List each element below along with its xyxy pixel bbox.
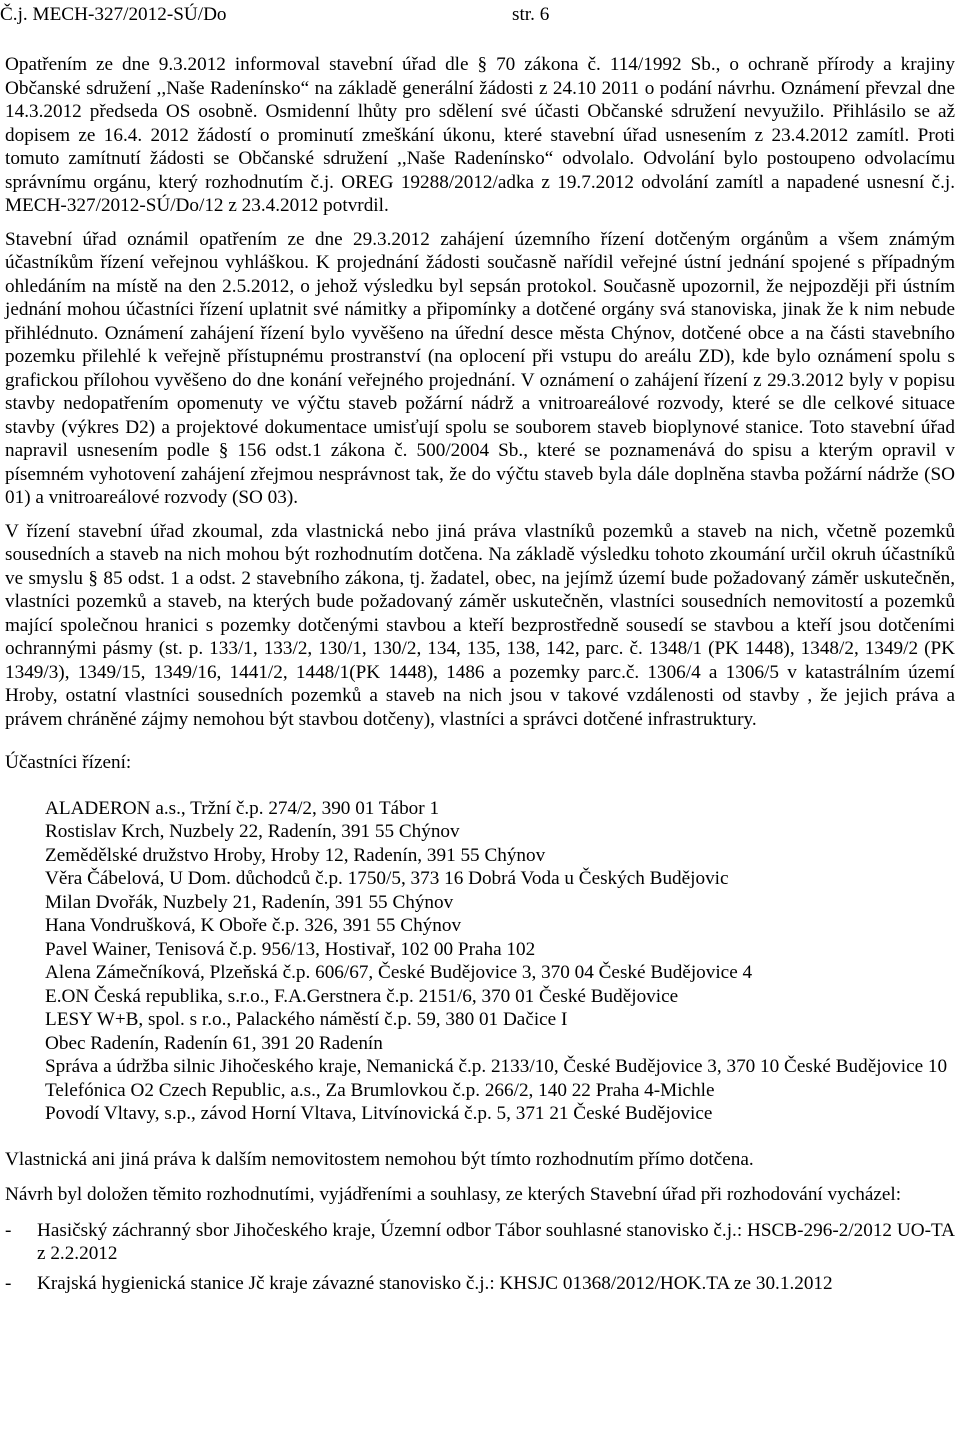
paragraph-participants-scope: V řízení stavební úřad zkoumal, zda vlastnická nebo jiná práva vlastníků pozemků a staveb na nich, včetně pozemků sousedních a staveb na nich mohou být rozhodnutím dotčena. Na základě výsledku tohoto zkoumání určil okruh účastníků ve smyslu § 85 odst. 1 a odst. 2 stavebního zákona, tj. žadatel, obec, na jejímž území bude požadovaný záměr uskutečněn, vlastníci pozemků a staveb, na kterých bude požadovaný záměr uskutečněn, vlastníci sousedních nemovitostí a pozemků mající společnou hranici s pozemky dotčenými stavbou a kteří bezprostředně sousedí se stavbou a kteří jsou dotčeními ochrannými pásmy (st. p. 133/1, 133/2, 130/1, 130/2, 134, 135, 138, 142, parc. č. 1348/1 (PK 1448), 1348/2, 1349/2 (PK 1349/3), 1349/15, 1349/16, 1441/2, 1448/1(PK 1448), 1486 a pozemky parc.č. 1306/4 a 1306/5 v katastrálním území Hroby, ostatní vlastníci sousedních pozemků a staveb na nich jsou v takové vzdálenosti od stavby , že jejich práva a právem chráněné zájmy nemohou být stavbou dotčeny), vlastníci a správci dotčené infrastruktury. — [5, 520, 955, 730]
participant-item: Alena Zámečníková, Plzeňská č.p. 606/67, České Budějovice 3, 370 04 České Budějovice 4 — [45, 962, 753, 983]
participant-item: LESY W+B, spol. s r.o., Palackého náměstí č.p. 59, 380 01 Dačice I — [45, 1009, 568, 1030]
participant-item: ALADERON a.s., Tržní č.p. 274/2, 390 01 Tábor 1 — [45, 797, 440, 819]
ownership-statement: Vlastnická ani jiná práva k dalším nemovitostem nemohou být tímto rozhodnutím přímo dotčena. — [5, 1148, 754, 1170]
participant-item: Zemědělské družstvo Hroby, Hroby 12, Radenín, 391 55 Chýnov — [45, 844, 546, 866]
statement-list-item — [5, 1219, 955, 1266]
participant-item: Hana Vondrušková, K Oboře č.p. 326, 391 55 Chýnov — [45, 915, 462, 936]
reference-number: Č.j. MECH-327/2012-SÚ/Do — [0, 4, 227, 25]
paragraph-appeal: Opatřením ze dne 9.3.2012 informoval stavební úřad dle § 70 zákona č. 114/1992 Sb., o ochraně přírody a krajiny Občanské sdružení ,,Naše Radenínsko“ na základě generální žádosti z 24.10 2011 o podání návrhu. Oznámení převzal dne 14.3.2012 předseda OS osobně. Osmidenní lhůty pro sdělení své účasti Občanské sdružení nevyužilo. Přihlásilo se až dopisem ze 16.4. 2012 žádostí o prominutí zmeškání úkonu, které stavební úřad usnesením z 23.4.2012 zamítl. Proti tomuto zamítnutí žádosti se Občanské sdružení ,,Naše Radenínsko“ odvolalo. Odvolání bylo postoupeno odvolacímu správnímu orgánu, který rozhodnutím č.j. OREG 19288/2012/adka z 19.7.2012 odvolání zamítl a napadené usnesní č.j. MECH-327/2012-SÚ/Do/12 z 23.4.2012 potvrdil. — [5, 54, 955, 216]
statement-list-item — [5, 1272, 955, 1296]
list-marker: - — [5, 1219, 12, 1241]
participant-item: Správa a údržba silnic Jihočeského kraje, Nemanická č.p. 2133/10, České Budějovice 3, 370 10 České Budějovice 10 — [45, 1056, 948, 1077]
participant-item: Milan Dvořák, Nuzbely 21, Radenín, 391 55 Chýnov — [45, 891, 454, 913]
participant-item: Telefónica O2 Czech Republic, a.s., Za Brumlovkou č.p. 266/2, 140 22 Praha 4-Michle — [45, 1079, 715, 1101]
list-marker: - — [5, 1272, 12, 1294]
participants-list — [45, 797, 955, 1126]
participant-item: E.ON Česká republika, s.r.o., F.A.Gerstnera č.p. 2151/6, 370 01 České Budějovice — [45, 985, 679, 1007]
page-number: str. 6 — [512, 4, 550, 25]
participant-item: Obec Radenín, Radenín 61, 391 20 Radenín — [45, 1032, 383, 1054]
basis-statement: Návrh byl doložen těmito rozhodnutími, vyjádřeními a souhlasy, ze kterých Stavební úřad při rozhodování vycházel: — [5, 1184, 902, 1205]
participant-item: Věra Čábelová, U Dom. důchodců č.p. 1750/5, 373 16 Dobrá Voda u Českých Budějovic — [45, 868, 729, 889]
participants-heading: Účastníci řízení: — [5, 752, 132, 773]
document-body — [5, 53, 955, 1301]
statement-text: Hasičský záchranný sbor Jihočeského kraje, Územní odbor Tábor souhlasné stanovisko č.j.: HSCB-296-2/2012 UO-TA z 2.2.2012 — [37, 1219, 955, 1264]
participant-item: Povodí Vltavy, s.p., závod Horní Vltava, Litvínovická č.p. 5, 371 21 České Budějovice — [45, 1103, 713, 1124]
statement-text: Krajská hygienická stanice Jč kraje závazné stanovisko č.j.: KHSJC 01368/2012/HOK.TA ze 30.1.2012 — [37, 1272, 833, 1294]
page-header — [0, 3, 960, 27]
participant-item: Rostislav Krch, Nuzbely 22, Radenín, 391 55 Chýnov — [45, 821, 460, 842]
participant-item: Pavel Wainer, Tenisová č.p. 956/13, Hostivař, 102 00 Praha 102 — [45, 938, 536, 960]
paragraph-proceedings: Stavební úřad oznámil opatřením ze dne 29.3.2012 zahájení územního řízení dotčeným orgánům a všem známým účastníkům řízení veřejnou vyhláškou. K projednání žádosti současně nařídil veřejné ústní jednání spojené s případným ohledáním na místě na den 2.5.2012, o jehož výsledku byl sepsán protokol. Současně upozornil, že nejpozději při ústním jednání mohou účastníci řízení uplatnit své námitky a připomínky a dotčené orgány svá stanoviska, jinak že k nim nebude přihlédnuto. Oznámení zahájení řízení bylo vyvěšeno na úřední desce města Chýnov, dotčené obce a na části stavebního pozemku přilehlé k veřejně přístupnému prostranství (na oplocení při vstupu do areálu ZD), kde bylo oznámení spolu s grafickou přílohou vyvěšeno do dne konání veřejného projednání. V oznámení o zahájení řízení z 29.3.2012 byly v popisu stavby nedopatřením opomenuty ve výčtu staveb požární nádrž a vnitroareálové rozvody, které se dle celkové situace stavby (výkres D2) a projektové dokumentace umisťují spolu se souborem staveb bioplynové stanice. Toto stavební úřad napravil usnesením podle § 156 odst.1 zákona č. 500/2004 Sb., které se poznamenává do spisu a kterým opravil v písemném vyhotovení zahájení zřejmou nesprávnost tak, že do výčtu staveb byla dále doplněna stavba požární nádrže (SO 01) a vnitroareálové rozvody (SO 03). — [5, 228, 955, 508]
